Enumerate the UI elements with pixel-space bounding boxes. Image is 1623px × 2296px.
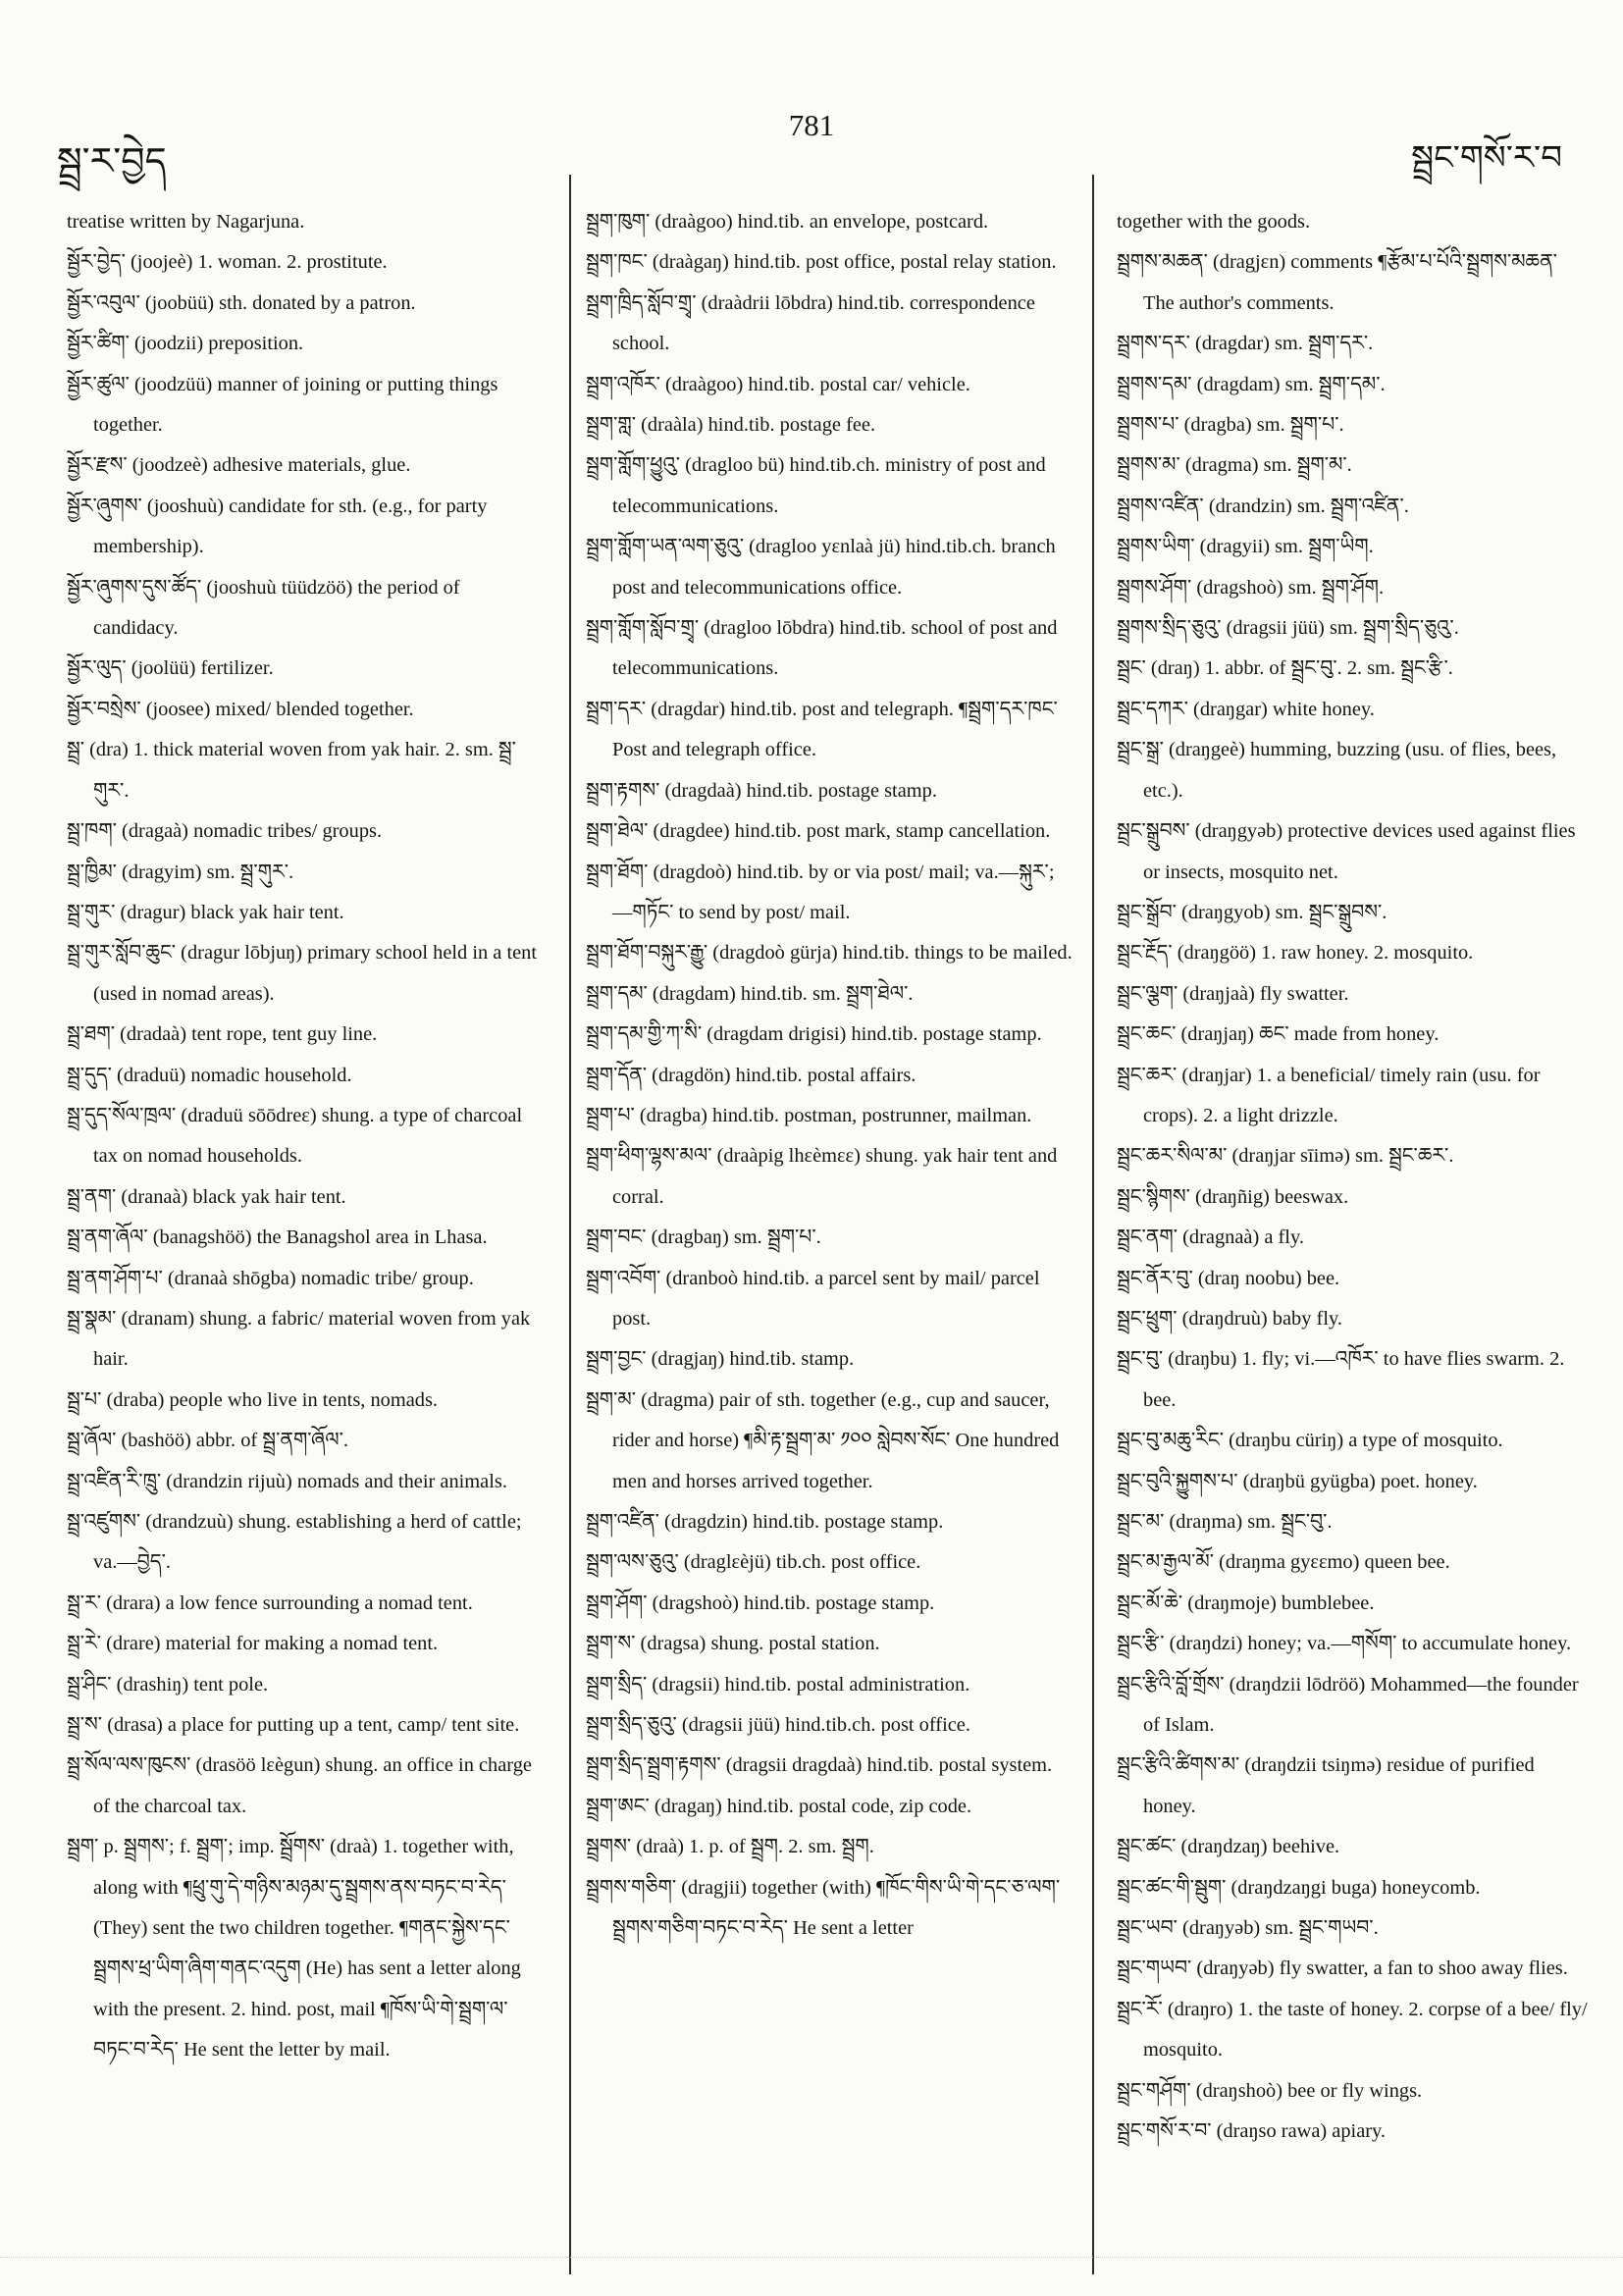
dictionary-entry: སྦྲང་བུ་ (draŋbu) 1. fly; vi.—འཁོར་ to have flies swarm. 2. bee. [1117, 1348, 1565, 1411]
dictionary-entry: སྦྲང་ཚང་ (draŋdzaŋ) beehive. [1117, 1836, 1340, 1858]
dictionary-entry: སྦྲགས་འཛིན་ (drandzin) sm. སྦྲག་འཛིན་. [1117, 495, 1409, 517]
dictionary-entry: སྦྲ་འཛུགས་ (drandzuù) shung. establishing a herd of cattle; va.—བྱེད་. [67, 1511, 522, 1574]
dictionary-entry: སྦྲ་རེ་ (drare) material for making a nomad tent. [67, 1633, 439, 1655]
dictionary-entry: སྦྲང་མ་ (draŋma) sm. སྦྲང་བུ་. [1117, 1511, 1333, 1533]
dictionary-entry: together with the goods. [1117, 211, 1311, 233]
dictionary-entry: སྦྲག་པ་ (dragba) hind.tib. postman, postrunner, mailman. [586, 1104, 1032, 1126]
dictionary-entry: སྦྲག་དམ་གྱི་ཀ་སི་ (dragdam drigisi) hind.tib. postage stamp. [586, 1023, 1042, 1046]
dictionary-entry: སྦྲ་འཛིན་རི་ཁྲུ་ (drandzin rijuù) nomads and their animals. [67, 1470, 507, 1492]
dictionary-entry: སྦྲག་འཛིན་ (dragdzin) hind.tib. postage stamp. [586, 1511, 944, 1533]
dictionary-entry: སྦྲང་གཡབ་ (draŋyəb) fly swatter, a fan to shoo away flies. [1117, 1957, 1568, 1980]
dictionary-entry: སྦྲ་ནག་ (dranaà) black yak hair tent. [67, 1185, 346, 1208]
running-head-right: སྦྲང་གསོ་ར་བ [1411, 138, 1562, 178]
dictionary-entry: སྦྲང་ཕྲུག་ (draŋdruù) baby fly. [1117, 1307, 1342, 1330]
dictionary-entry: སྦྲགས་མ་ (dragma) sm. སྦྲག་མ་. [1117, 454, 1352, 477]
dictionary-entry: སྦྲགས་གཅིག་ (dragjii) together (with) ¶ཁོང་གིས་ཡི་གེ་དང་ཅ་ལག་སྦྲགས་གཅིག་བཏང་བ་རེད་ He sent a letter [586, 1876, 1061, 1940]
dictionary-entry: སྦྲང་ནག་ (dragnaà) a fly. [1117, 1226, 1304, 1249]
dictionary-entry: སྦྱོར་ལུད་ (joolüü) fertilizer. [67, 657, 274, 680]
dictionary-entry: སྦྲ་པ་ (draba) people who live in tents, nomads. [67, 1388, 438, 1411]
dictionary-entry: སྦྲང་དཀར་ (draŋgar) white honey. [1117, 698, 1375, 720]
dictionary-entry: སྦྲག་སྲིད་ཅུའུ་ (dragsii jüü) hind.tib.ch. post office. [586, 1714, 970, 1737]
dictionary-entry: སྦྲག་གླ་ (draàla) hind.tib. postage fee. [586, 414, 876, 437]
dictionary-entry: སྦྲག་གློག་ཡན་ལག་ཅུའུ་ (dragloo yεnlaà jü) hind.tib.ch. branch post and telecommunications office. [586, 536, 1056, 599]
dictionary-entry: སྦྲ་ནག་ཞོལ་ (banagshöö) the Banagshol area in Lhasa. [67, 1226, 488, 1249]
dictionary-entry: སྦྲགས་དམ་ (dragdam) sm. སྦྲག་དམ་. [1117, 373, 1386, 395]
dictionary-entry: སྦྲག་གློག་སློབ་གྲྭ་ (dragloo lōbdra) hind.tib. school of post and telecommunications. [586, 617, 1058, 680]
dictionary-entry: སྦྲང་མོ་ཆེ་ (draŋmoje) bumblebee. [1117, 1592, 1375, 1614]
dictionary-entry: སྦྲང་རྔོད་ (draŋgöö) 1. raw honey. 2. mosquito. [1117, 942, 1474, 965]
dictionary-entry: སྦྲག་ཨང་ (dragaŋ) hind.tib. postal code, zip code. [586, 1795, 972, 1817]
dictionary-entry: སྦྱོར་ཚིག་ (joodzii) preposition. [67, 333, 304, 355]
dictionary-entry: སྦྱོར་བསྲེས་ (joosee) mixed/ blended together. [67, 698, 414, 720]
dictionary-entry: སྦྲ་སྣམ་ (dranam) shung. a fabric/ material woven from yak hair. [67, 1307, 531, 1371]
dictionary-entry: སྦྲང་ཡབ་ (draŋyəb) sm. སྦྲང་གཡབ་. [1117, 1917, 1379, 1940]
dictionary-entry: སྦྲ་གུར་སློབ་ཆུང་ (dragur lōbjuŋ) primary school held in a tent (used in nomad areas). [67, 942, 538, 1005]
dictionary-entry: སྦྲ་སོལ་ལས་ཁུངས་ (drasöö lεègun) shung. an office in charge of the charcoal tax. [67, 1754, 532, 1817]
dictionary-entry: སྦྲགས་ཡིག་ (dragyii) sm. སྦྲག་ཡིག. [1117, 536, 1374, 558]
dictionary-entry: སྦྱོར་འབུལ་ (joobüü) sth. donated by a patron. [67, 291, 416, 314]
bottom-border [0, 2257, 1623, 2259]
dictionary-entry: སྦྲང་གསོ་ར་བ་ (draŋso rawa) apiary. [1117, 2120, 1387, 2143]
dictionary-entry: སྦྲང་ཆང་ (draŋjaŋ) ཆང་ made from honey. [1117, 1023, 1440, 1046]
dictionary-entry: སྦྲག་རྟགས་ (dragdaà) hind.tib. postage stamp. [586, 779, 937, 802]
running-head-left: སྦྲ་ར་བྱེད [57, 139, 167, 183]
dictionary-entry: སྦྱོར་བྱེད་ (joojeè) 1. woman. 2. prostitute. [67, 251, 388, 274]
dictionary-entry: སྦྲང་ཚང་གི་སྦུག་ (draŋdzaŋgi buga) honeycomb. [1117, 1876, 1481, 1899]
dictionary-entry: སྦྲག་ཕིག་ལྷས་མལ་ (draàpig lhεèmεε) shung. yak hair tent and corral. [586, 1145, 1058, 1208]
dictionary-entry: སྦྲང་རྩིའི་ཚིགས་མ་ (draŋdzii tsiŋmə) residue of purified honey. [1117, 1754, 1535, 1817]
dictionary-entry: སྦྲག་དམ་ (dragdam) hind.tib. sm. སྦྲག་ཐེལ་. [586, 982, 914, 1005]
dictionary-entry: སྦྲག་དར་ (dragdar) hind.tib. post and telegraph. ¶སྦྲག་དར་ཁང་ Post and telegraph office. [586, 698, 1058, 761]
dictionary-entry: སྦྱོར་ཞུགས་དུས་ཚོད་ (jooshuù tüüdzöö) the period of candidacy. [67, 576, 460, 640]
dictionary-entry: སྦྲག་ཐོག་བསྐུར་རྒྱུ་ (dragdoò gürja) hind.tib. things to be mailed. [586, 942, 1073, 965]
dictionary-entry: སྦྱོར་ཚུལ་ (joodzüü) manner of joining or putting things together. [67, 373, 498, 437]
dictionary-entry: སྦྲགས་ཤོག་ (dragshoò) sm. སྦྲག་ཤོག. [1117, 576, 1385, 599]
dictionary-entry: སྦྲག་ཁུག་ (draàgoo) hind.tib. an envelope, postcard. [586, 211, 989, 233]
dictionary-entry: སྦྲང་སྒྲ་ (draŋgeè) humming, buzzing (usu. of flies, bees, etc.). [1117, 739, 1557, 802]
dictionary-entry: སྦྲག་བང་ (dragbaŋ) sm. སྦྲག་པ་. [586, 1226, 821, 1249]
dictionary-entry: སྦྲ་གུར་ (dragur) black yak hair tent. [67, 901, 344, 923]
dictionary-entry: སྦྲག་ p. སྦྲགས་; f. སྦྲག་; imp. སྦྲོགས་ (draà) 1. together with, along with ¶ཕྲུ་གུ་དེ་གཉིས་མཉམ་དུ་སྦྲགས་ནས་བཏང་བ་རེད་ (They) sent the two children together. ¶གནང་སྐྱེས་དང་སྦྲགས་ཕྲ་ཡིག་ཞིག་གནང་འདུག (He) has sent a letter along with the present. 2. hind. post, mail ¶ཁོས་ཡི་གེ་སྦྲག་ལ་བཏང་བ་རེད་ He sent the letter by mail. [67, 1836, 521, 2061]
dictionary-entry: སྦྲག་ས་ (dragsa) shung. postal station. [586, 1633, 880, 1655]
column-divider [1092, 175, 1094, 2274]
dictionary-entry: སྦྲ་ཐག་ (dradaà) tent rope, tent guy line. [67, 1023, 378, 1046]
dictionary-entry: སྦྲག་གློག་ཕྱུའུ་ (dragloo bü) hind.tib.ch. ministry of post and telecommunications. [586, 454, 1046, 517]
dictionary-entry: སྦྲ་ཁག་ (dragaà) nomadic tribes/ groups. [67, 820, 383, 843]
dictionary-entry: སྦྲག་ལས་ཅུའུ་ (draglεèjü) tib.ch. post office. [586, 1551, 921, 1574]
dictionary-entry: སྦྲག་ཁྲིད་སློབ་གྲྭ་ (draàdrii lōbdra) hind.tib. correspondence school. [586, 291, 1035, 355]
dictionary-entry: སྦྲ་ཤིང་ (drashiŋ) tent pole. [67, 1673, 269, 1696]
dictionary-entry: སྦྲང་ཆར་ (draŋjar) 1. a beneficial/ timely rain (usu. for crops). 2. a light drizzle. [1117, 1064, 1541, 1126]
dictionary-entry: སྦྱོར་ཞུགས་ (jooshuù) candidate for sth. (e.g., for party membership). [67, 495, 488, 558]
dictionary-entry: སྦྲང་ (draŋ) 1. abbr. of སྦྲང་བུ་. 2. sm. སྦྲང་རྩི་. [1117, 657, 1453, 680]
dictionary-entry: སྦྱོར་རྫས་ (joodzeè) adhesive materials, glue. [67, 454, 411, 477]
dictionary-entry: སྦྲ་ས་ (drasa) a place for putting up a tent, camp/ tent site. [67, 1714, 520, 1737]
column-2 [586, 202, 1074, 1949]
dictionary-entry: སྦྲང་སྙིགས་ (draŋñig) beeswax. [1117, 1185, 1349, 1208]
dictionary-entry: སྦྲང་བུའི་སྐྱུགས་པ་ (draŋbü gyügba) poet. honey. [1117, 1470, 1478, 1492]
dictionary-entry: སྦྲང་སྒྲོབ་ (draŋgyob) sm. སྦྲང་སྒྲུབས་. [1117, 901, 1387, 923]
dictionary-entry: སྦྲང་ལྕག་ (draŋjaà) fly swatter. [1117, 982, 1349, 1005]
dictionary-entry: སྦྲགས་མཆན་ (dragjεn) comments ¶རྩོམ་པ་པོའི་སྦྲགས་མཆན་ The author's comments. [1117, 251, 1557, 314]
dictionary-entry: སྦྲགས་ (draà) 1. p. of སྦྲག. 2. sm. སྦྲག. [586, 1836, 874, 1858]
dictionary-entry: སྦྲག་ཤོག་ (dragshoò) hind.tib. postage stamp. [586, 1592, 935, 1614]
dictionary-entry: སྦྲགས་པ་ (dragba) sm. སྦྲག་པ་. [1117, 414, 1344, 437]
dictionary-entry: སྦྲང་རྩིའི་བློ་གྲོས་ (draŋdzii lōdröö) Mohammed—the founder of Islam. [1117, 1673, 1579, 1737]
dictionary-entry: སྦྲང་ནོར་བུ་ (draŋ noobu) bee. [1117, 1267, 1340, 1289]
dictionary-entry: སྦྲག་འབོག་ (dranboò hind.tib. a parcel sent by mail/ parcel post. [586, 1267, 1040, 1330]
column-divider [569, 175, 571, 2274]
page-number: 781 [788, 108, 835, 142]
column-3 [1117, 202, 1592, 2153]
dictionary-entry: སྦྲ་དུད་ (draduü) nomadic household. [67, 1064, 352, 1086]
dictionary-entry: སྦྲག་བྱང་ (dragjaŋ) hind.tib. stamp. [586, 1348, 855, 1371]
dictionary-entry: treatise written by Nagarjuna. [67, 211, 305, 233]
dictionary-entry: སྦྲག་ཁང་ (draàgaŋ) hind.tib. post office, postal relay station. [586, 251, 1057, 274]
dictionary-entry: སྦྲགས་དར་ (dragdar) sm. སྦྲག་དར་. [1117, 333, 1374, 355]
dictionary-entry: སྦྲག་སྲིད་སྦྲག་རྟགས་ (dragsii dragdaà) hind.tib. postal system. [586, 1754, 1053, 1777]
dictionary-entry: སྦྲག་མ་ (dragma) pair of sth. together (e.g., cup and saucer, rider and horse) ¶མི་རྟ་སྦྲག་མ་ ༡༠༠ སླེབས་སོང་ One hundred men and horses arrived together. [586, 1388, 1060, 1492]
dictionary-entry: སྦྲག་འཁོར་ (draàgoo) hind.tib. postal car/ vehicle. [586, 373, 970, 395]
column-1 [67, 202, 546, 2071]
dictionary-entry: སྦྲང་སྒྲུབས་ (draŋgyəb) protective devices used against flies or insects, mosquito net. [1117, 820, 1576, 883]
dictionary-entry: སྦྲ་དུད་སོལ་ཁྲལ་ (draduü sōōdreε) shung. a type of charcoal tax on nomad households. [67, 1104, 523, 1168]
dictionary-entry: སྦྲང་ཆར་སིལ་མ་ (draŋjar sīimə) sm. སྦྲང་ཆར་. [1117, 1145, 1454, 1168]
dictionary-entry: སྦྲ་ནག་ཤོག་པ་ (dranaà shōgba) nomadic tribe/ group. [67, 1267, 474, 1289]
dictionary-entry: སྦྲག་སྲིད་ (dragsii) hind.tib. postal administration. [586, 1673, 970, 1696]
dictionary-entry: སྦྲང་མ་རྒྱལ་མོ་ (draŋma gyεεmo) queen bee. [1117, 1551, 1450, 1574]
dictionary-entry: སྦྲ་ཁྱིམ་ (dragyim) sm. སྦྲ་གུར་. [67, 861, 294, 883]
dictionary-entry: སྦྲགས་སྲིད་ཅུའུ་ (dragsii jüü) sm. སྦྲག་སྲིད་ཅུའུ་. [1117, 617, 1459, 640]
dictionary-entry: སྦྲག་དོན་ (dragdön) hind.tib. postal affairs. [586, 1064, 916, 1086]
dictionary-entry: སྦྲ་ར་ (drara) a low fence surrounding a nomad tent. [67, 1592, 473, 1614]
dictionary-entry: སྦྲང་རྩི་ (draŋdzi) honey; va.—གསོག་ to accumulate honey. [1117, 1633, 1572, 1655]
dictionary-entry: སྦྲང་བུ་མཆུ་རིང་ (draŋbu cüriŋ) a type of mosquito. [1117, 1430, 1503, 1452]
dictionary-entry: སྦྲང་རོ་ (draŋro) 1. the taste of honey. 2. corpse of a bee/ fly/ mosquito. [1117, 1998, 1588, 2061]
dictionary-entry: སྦྲ་ཞོལ་ (bashöö) abbr. of སྦྲ་ནག་ཞོལ་. [67, 1430, 349, 1452]
dictionary-entry: སྦྲག་ཐོག་ (dragdoò) hind.tib. by or via post/ mail; va.—སྐུར་; —གཏོང་ to send by post/ mail. [586, 861, 1055, 923]
dictionary-entry: སྦྲ་ (dra) 1. thick material woven from yak hair. 2. sm. སྦྲ་གུར་. [67, 739, 516, 802]
dictionary-entry: སྦྲག་ཐེལ་ (dragdee) hind.tib. post mark, stamp cancellation. [586, 820, 1051, 843]
dictionary-entry: སྦྲང་གཤོག་ (draŋshoò) bee or fly wings. [1117, 2079, 1423, 2102]
